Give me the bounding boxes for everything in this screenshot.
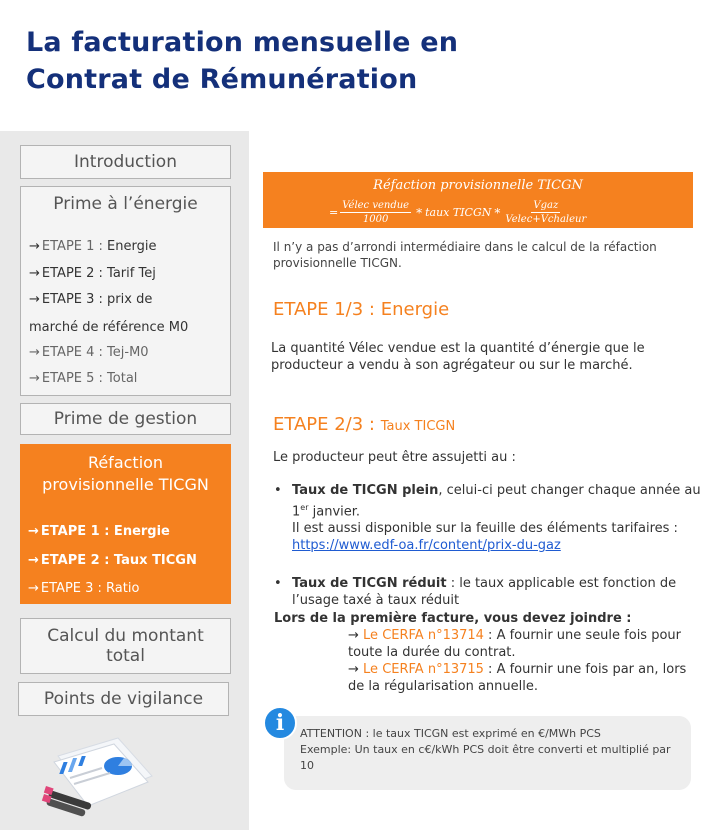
attention-callout <box>284 716 691 790</box>
bullet-text: Il est aussi disponible sur la feuille des éléments tarifaires : <box>292 521 678 537</box>
step-prefix: ETAPE 1 : <box>41 239 103 254</box>
nav-calcul-label-line-1: Calcul du montant <box>47 626 204 646</box>
arrow-right-icon: → <box>29 292 40 307</box>
nav-vigilance-label: Points de vigilance <box>43 689 204 709</box>
step-prefix: ETAPE 4 : <box>41 345 103 360</box>
arrow-right-icon: → <box>348 628 359 644</box>
formula-box <box>263 172 693 228</box>
join-documents-text: Lors de la première facture, vous devez joindre : <box>274 611 632 627</box>
nav-step-tej-m0[interactable] <box>29 345 149 360</box>
step-prefix: ETAPE 3 : <box>41 292 103 307</box>
page-title-line-2: Contrat de Rémunération <box>26 64 418 95</box>
formula-fraction-1 <box>340 200 411 225</box>
step-2-heading-small: Taux TICGN <box>380 419 456 434</box>
fraction-denominator: 1000 <box>362 214 389 225</box>
nav-prime-gestion-label: Prime de gestion <box>53 409 198 429</box>
info-icon: i <box>263 706 297 740</box>
arrow-right-icon: → <box>28 553 39 568</box>
attention-label: ATTENTION <box>300 727 362 740</box>
fraction-denominator: Velec+Vchaleur <box>505 214 587 225</box>
step-1-text: La quantité Vélec vendue est la quantité d’énergie que le producteur a vendu à son agrégateur ou sur le marché. <box>271 341 645 373</box>
arrow-right-icon: → <box>28 581 39 596</box>
cerfa-label[interactable]: Le CERFA n°13714 <box>363 628 484 644</box>
arrow-right-icon: → <box>28 524 39 539</box>
cerfa-text: : A fournir une seule fois pour toute la durée du contrat. <box>348 628 682 661</box>
arrow-right-icon: → <box>348 662 359 678</box>
step-text: prix de <box>102 292 153 307</box>
formula-taux: taux TICGN <box>425 206 492 219</box>
step-text: marché de référence M0 <box>29 320 189 335</box>
formula-equals: = <box>329 206 339 219</box>
prix-du-gaz-link[interactable]: https://www.edf-oa.fr/content/prix-du-gaz <box>292 538 561 554</box>
page-title <box>26 24 626 98</box>
step-text: Tej-M0 <box>102 345 149 360</box>
arrow-right-icon: → <box>29 371 40 386</box>
bullet-text: janvier. <box>308 504 361 520</box>
formula-multiply: * <box>494 205 501 220</box>
attention-text: : le taux TICGN est exprimé en €/MWh PCS <box>361 727 601 740</box>
step-2-intro: Le producteur peut être assujetti au : <box>273 450 516 465</box>
bullet-taux-plein <box>272 482 702 554</box>
formula-equation <box>329 200 588 225</box>
rounding-note: Il n’y a pas d’arrondi intermédiaire dans le calcul de la réfaction provisionnelle TICGN. <box>273 240 657 270</box>
step-text: ETAPE 2 : Taux TICGN <box>40 553 197 568</box>
arrow-right-icon: → <box>29 266 40 281</box>
cerfa-13715 <box>272 661 702 695</box>
nav-introduction[interactable] <box>20 145 231 179</box>
formula-multiply: * <box>416 205 423 220</box>
bullet-bold: Taux de TICGN réduit <box>292 576 447 592</box>
step-text: ETAPE 1 : Energie <box>40 524 170 539</box>
bullet-dot: • <box>274 483 282 498</box>
arrow-right-icon: → <box>29 345 40 360</box>
step-text: ETAPE 3 : Ratio <box>40 581 140 596</box>
formula-title: Réfaction provisionnelle TICGN <box>373 178 583 193</box>
step-text: Energie <box>102 239 157 254</box>
bullet-taux-reduit-text <box>292 575 702 609</box>
nav-step-tarif-tej[interactable] <box>29 266 156 281</box>
nav-refaction-label-line-1: Réfaction <box>87 453 164 472</box>
nav-points-vigilance[interactable] <box>18 682 229 716</box>
fraction-numerator: Vélec vendue <box>342 200 410 211</box>
attention-example: Exemple: Un taux en c€/kWh PCS doit être converti et multiplié par 10 <box>300 743 671 772</box>
bullet-taux-plein-text <box>292 482 702 520</box>
nav-step-prix-marche[interactable] <box>29 292 152 307</box>
nav-step-total[interactable] <box>29 371 137 386</box>
nav-step-prix-marche-cont <box>29 320 188 335</box>
superscript: er <box>300 503 309 512</box>
ticgn-bullets <box>272 482 702 695</box>
nav-prime-energie[interactable] <box>20 186 231 396</box>
nav-step-energie[interactable] <box>29 239 156 254</box>
bullet-dot: • <box>274 576 282 592</box>
step-prefix: ETAPE 2 : <box>41 266 103 281</box>
step-text: Tarif Tej <box>102 266 156 281</box>
bullet-bold: Taux de TICGN plein <box>292 483 439 498</box>
step-2-heading-main: ETAPE 2/3 : <box>273 414 381 435</box>
page-title-line-1: La facturation mensuelle en <box>26 27 459 58</box>
cerfa-13714 <box>272 627 702 661</box>
report-illustration <box>40 728 160 823</box>
bullet-text: , celui-ci peut changer chaque année au 1 <box>292 483 701 520</box>
arrow-right-icon: → <box>29 239 40 254</box>
nav-prime-energie-label: Prime à l’énergie <box>53 194 198 214</box>
nav-calcul-label-line-2: total <box>106 646 145 666</box>
step-prefix: ETAPE 5 : <box>41 371 103 386</box>
formula-fraction-2 <box>505 200 586 225</box>
bullet-taux-plein-text-2 <box>292 520 702 554</box>
cerfa-text: : A fournir une fois par an, lors de la régularisation annuelle. <box>348 662 687 695</box>
step-1-heading: ETAPE 1/3 : Energie <box>273 299 450 320</box>
nav-introduction-label: Introduction <box>74 152 177 172</box>
fraction-numerator: Vgaz <box>533 200 559 211</box>
nav-calcul-montant[interactable] <box>20 618 231 674</box>
nav-refaction-label <box>20 452 231 496</box>
attention-line-1 <box>300 726 681 742</box>
nav-refaction-step-taux[interactable] <box>28 553 197 568</box>
cerfa-label[interactable]: Le CERFA n°13715 <box>363 662 484 678</box>
nav-refaction-step-energie[interactable] <box>28 524 170 539</box>
step-text: Total <box>102 371 138 386</box>
step-2-heading <box>273 414 455 435</box>
nav-refaction-label-line-2: provisionnelle TICGN <box>42 475 209 494</box>
nav-refaction-active[interactable] <box>20 444 231 604</box>
nav-prime-gestion[interactable] <box>20 403 231 435</box>
bullet-text: : le taux applicable est fonction de l’usage taxé à taux réduit <box>292 576 677 609</box>
nav-refaction-step-ratio[interactable] <box>28 581 139 596</box>
bullet-taux-reduit <box>272 575 702 609</box>
